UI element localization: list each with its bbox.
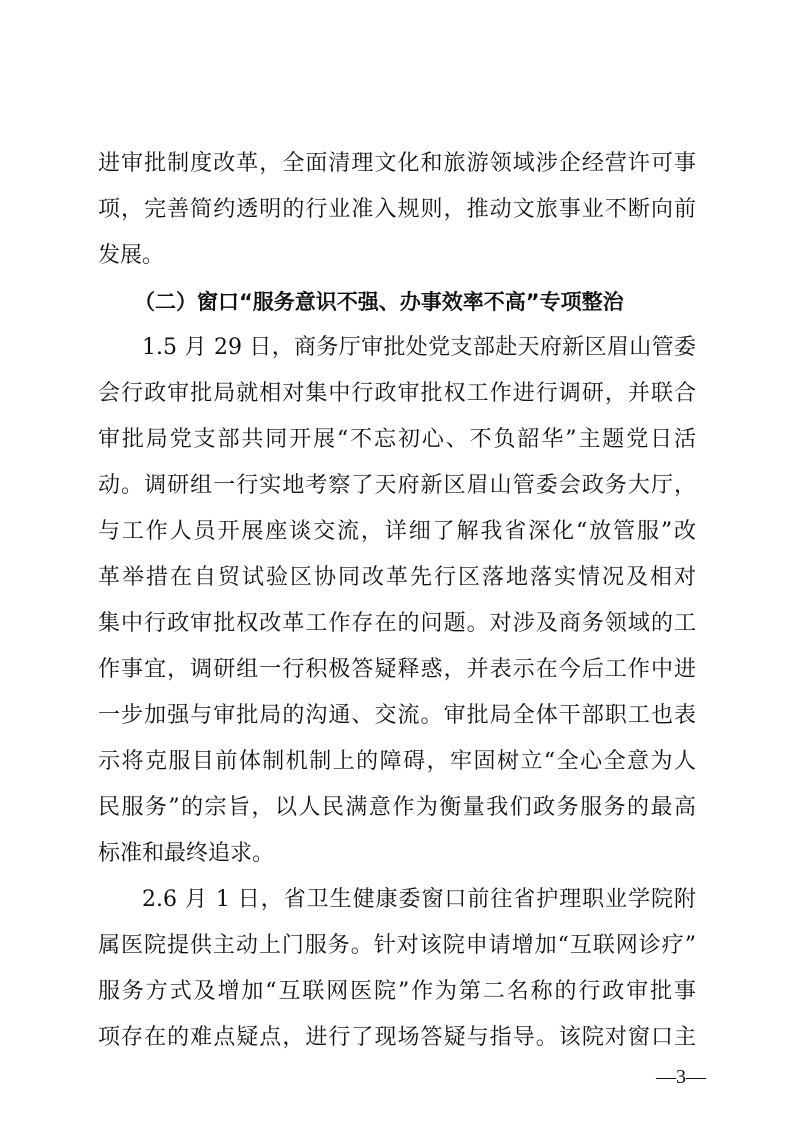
paragraph-1-line-2: 项，完善简约透明的行业准入规则，推动文旅事业不断向前 — [98, 197, 696, 222]
section-heading: （二）窗口“服务意识不强、办事效率不高”专项整治 — [134, 290, 624, 314]
paragraph-2-line-11: 民服务”的宗旨，以人民满意作为衡量我们政务服务的最高 — [98, 795, 696, 820]
paragraph-2-line-6: 革举措在自贸试验区协同改革先行区落地落实情况及相对 — [98, 565, 696, 590]
paragraph-2-line-4: 动。调研组一行实地考察了天府新区眉山管委会政务大厅， — [98, 473, 696, 498]
paragraph-1-line-1: 进审批制度改革，全面清理文化和旅游领域涉企经营许可事 — [98, 151, 696, 176]
paragraph-2-line-8: 作事宜，调研组一行积极答疑释惑，并表示在今后工作中进 — [98, 657, 696, 682]
paragraph-3-line-3: 服务方式及增加“互联网医院”作为第二名称的行政审批事 — [98, 979, 696, 1004]
paragraph-2-line-7: 集中行政审批权改革工作存在的问题。对涉及商务领域的工 — [98, 611, 696, 636]
paragraph-2-line-3: 审批局党支部共同开展“不忘初心、不负韶华”主题党日活 — [98, 427, 696, 452]
page-number: —3— — [656, 1066, 706, 1088]
paragraph-1-line-3: 发展。 — [98, 243, 165, 268]
paragraph-2-line-9: 一步加强与审批局的沟通、交流。审批局全体干部职工也表 — [98, 703, 696, 728]
paragraph-2-line-12: 标准和最终追求。 — [98, 841, 275, 866]
paragraph-2-line-10: 示将克服目前体制机制上的障碍，牢固树立“全心全意为人 — [98, 749, 696, 774]
paragraph-3-line-4: 项存在的难点疑点，进行了现场答疑与指导。该院对窗口主 — [98, 1025, 696, 1050]
paragraph-3-line-1: 2.6 月 1 日，省卫生健康委窗口前往省护理职业学院附 — [142, 887, 696, 912]
paragraph-2-line-5: 与工作人员开展座谈交流，详细了解我省深化“放管服”改 — [98, 519, 696, 544]
paragraph-2-line-2: 会行政审批局就相对集中行政审批权工作进行调研，并联合 — [98, 381, 696, 406]
paragraph-2-line-1: 1.5 月 29 日，商务厅审批处党支部赴天府新区眉山管委 — [142, 335, 696, 360]
paragraph-3-line-2: 属医院提供主动上门服务。针对该院申请增加“互联网诊疗” — [98, 933, 696, 958]
